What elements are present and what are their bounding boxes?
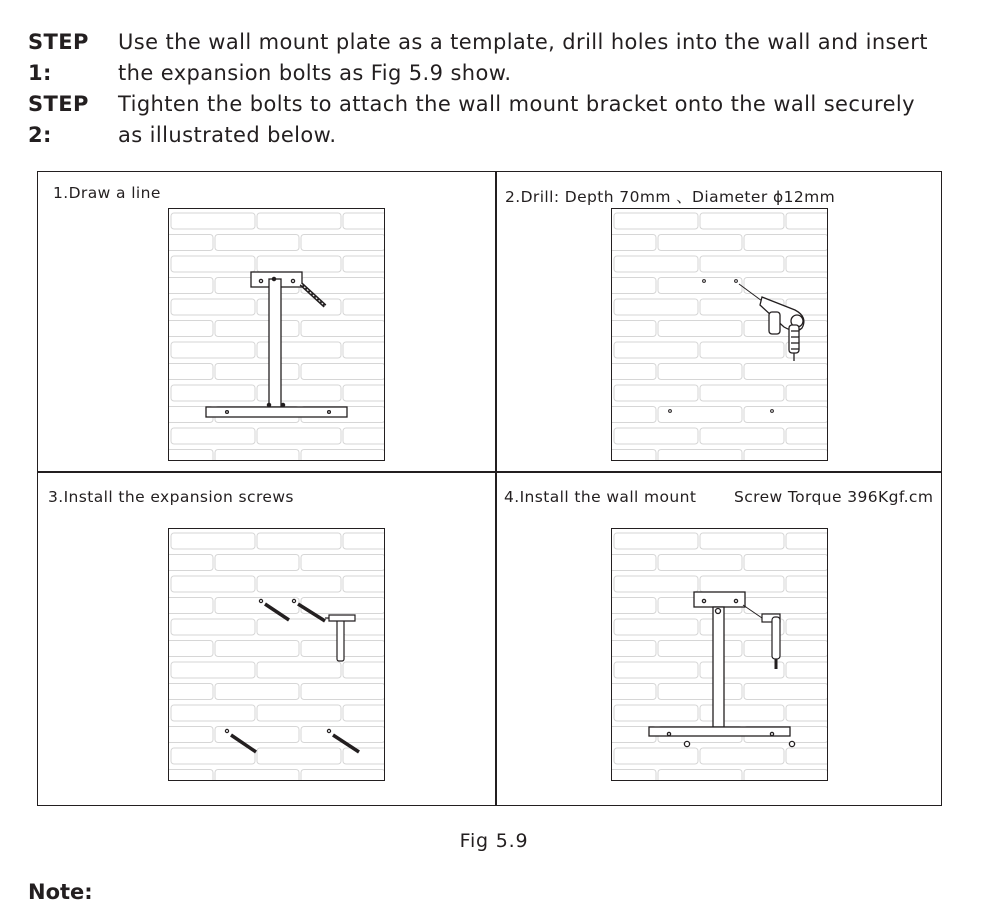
brick — [343, 342, 384, 358]
brick — [301, 321, 384, 337]
brick — [614, 619, 698, 635]
grid-divider-vertical — [495, 172, 497, 805]
brick — [744, 450, 827, 461]
brick — [614, 533, 698, 549]
step-2-text-line-1: Tighten the bolts to attach the wall mount bracket onto the wall securely — [118, 92, 915, 116]
brick — [169, 364, 213, 380]
figure-caption: Fig 5.9 — [459, 830, 529, 852]
brick — [612, 555, 656, 571]
brick — [171, 213, 255, 229]
brick — [257, 428, 341, 444]
brick — [612, 770, 656, 781]
brick — [744, 684, 827, 700]
brick — [215, 321, 299, 337]
brick — [700, 576, 784, 592]
brick — [169, 278, 213, 294]
brick — [257, 576, 341, 592]
brick — [614, 342, 698, 358]
brick — [215, 364, 299, 380]
brick — [301, 770, 384, 781]
brick — [786, 705, 827, 721]
brick — [343, 299, 384, 315]
panel-1-caption: 1.Draw a line — [53, 184, 161, 202]
brick — [171, 342, 255, 358]
brick — [658, 321, 742, 337]
step-1-text-line-2: the expansion bolts as Fig 5.9 show. — [118, 61, 512, 85]
brick — [301, 450, 384, 461]
brick — [614, 385, 698, 401]
brick — [614, 256, 698, 272]
brick — [343, 705, 384, 721]
step-1 — [28, 27, 928, 89]
brick — [612, 407, 656, 423]
brick — [744, 364, 827, 380]
brick — [301, 555, 384, 571]
brick — [171, 428, 255, 444]
brick — [169, 235, 213, 251]
brick — [700, 256, 784, 272]
brick — [169, 641, 213, 657]
panel-3-illustration — [168, 528, 385, 781]
brick — [614, 299, 698, 315]
brick — [658, 770, 742, 781]
brick — [744, 641, 827, 657]
brick — [786, 662, 827, 678]
brick — [744, 235, 827, 251]
brick — [612, 641, 656, 657]
brick — [744, 278, 827, 294]
brick — [612, 450, 656, 461]
panel-4-torque: Screw Torque 396Kgf.cm — [734, 488, 934, 506]
pencil-icon — [301, 284, 325, 306]
brick — [301, 364, 384, 380]
panel-3-caption: 3.Install the expansion screws — [48, 488, 294, 506]
brick — [612, 278, 656, 294]
drill-icon — [739, 284, 804, 361]
brick — [169, 555, 213, 571]
figure-grid — [37, 171, 942, 806]
brick — [301, 235, 384, 251]
brick — [171, 385, 255, 401]
brick — [744, 555, 827, 571]
brick — [612, 598, 656, 614]
brick — [658, 555, 742, 571]
brick — [612, 684, 656, 700]
panel-4-caption: 4.Install the wall mount — [504, 488, 697, 506]
brick — [700, 213, 784, 229]
brick — [169, 727, 213, 743]
brick — [215, 770, 299, 781]
brick — [700, 342, 784, 358]
brick — [171, 705, 255, 721]
brick — [786, 213, 827, 229]
brick — [343, 256, 384, 272]
brick — [257, 213, 341, 229]
brick — [215, 684, 299, 700]
brick — [614, 705, 698, 721]
brick — [169, 598, 213, 614]
brick — [658, 450, 742, 461]
brick — [171, 576, 255, 592]
brick — [171, 662, 255, 678]
brick — [786, 256, 827, 272]
brick — [786, 576, 827, 592]
brick — [786, 619, 827, 635]
panel-2-illustration — [611, 208, 828, 461]
brick — [786, 748, 827, 764]
brick — [343, 428, 384, 444]
brick — [343, 385, 384, 401]
brick — [215, 598, 299, 614]
brick — [700, 748, 784, 764]
brick — [612, 235, 656, 251]
panel-4-illustration — [611, 528, 828, 781]
brick — [614, 213, 698, 229]
brick — [301, 598, 384, 614]
brick — [658, 684, 742, 700]
brick — [786, 428, 827, 444]
brick — [171, 748, 255, 764]
brick — [171, 533, 255, 549]
note-heading: Note: — [28, 880, 93, 904]
step-2-text-line-2: as illustrated below. — [118, 123, 337, 147]
brick — [257, 662, 341, 678]
brick — [169, 684, 213, 700]
brick — [169, 321, 213, 337]
brick — [614, 662, 698, 678]
brick — [658, 407, 742, 423]
brick — [343, 662, 384, 678]
brick — [171, 299, 255, 315]
brick — [658, 235, 742, 251]
brick — [700, 533, 784, 549]
brick — [612, 321, 656, 337]
brick — [658, 278, 742, 294]
brick — [614, 428, 698, 444]
brick — [343, 576, 384, 592]
hammer-icon — [325, 615, 355, 661]
brick — [257, 705, 341, 721]
step-2-label: STEP 2: — [28, 92, 89, 147]
brick — [700, 385, 784, 401]
panel-1-illustration — [168, 208, 385, 461]
brick — [257, 256, 341, 272]
drill-marks — [669, 280, 774, 413]
panel-2-caption: 2.Drill: Depth 70mm 、Diameter ϕ12mm — [505, 188, 836, 206]
brick — [786, 533, 827, 549]
brick — [215, 641, 299, 657]
brick — [700, 428, 784, 444]
brick — [658, 364, 742, 380]
brick — [301, 684, 384, 700]
brick — [215, 555, 299, 571]
brick — [215, 235, 299, 251]
brick — [257, 533, 341, 549]
brick — [786, 385, 827, 401]
brick — [343, 533, 384, 549]
brick — [658, 641, 742, 657]
step-2 — [28, 89, 915, 151]
brick — [169, 450, 213, 461]
step-1-text-line-1: Use the wall mount plate as a template, drill holes into the wall and insert — [118, 30, 928, 54]
brick — [744, 407, 827, 423]
brick — [343, 748, 384, 764]
brick — [171, 619, 255, 635]
brick-wall — [169, 533, 384, 780]
brick — [744, 598, 827, 614]
brick — [744, 770, 827, 781]
brick — [169, 770, 213, 781]
brick — [171, 256, 255, 272]
brick — [301, 278, 384, 294]
brick — [614, 576, 698, 592]
brick — [257, 748, 341, 764]
grid-divider-horizontal — [38, 471, 941, 473]
brick — [215, 450, 299, 461]
wrench-icon — [743, 605, 780, 669]
step-1-label: STEP 1: — [28, 30, 89, 85]
brick — [612, 364, 656, 380]
brick — [343, 213, 384, 229]
brick — [614, 748, 698, 764]
